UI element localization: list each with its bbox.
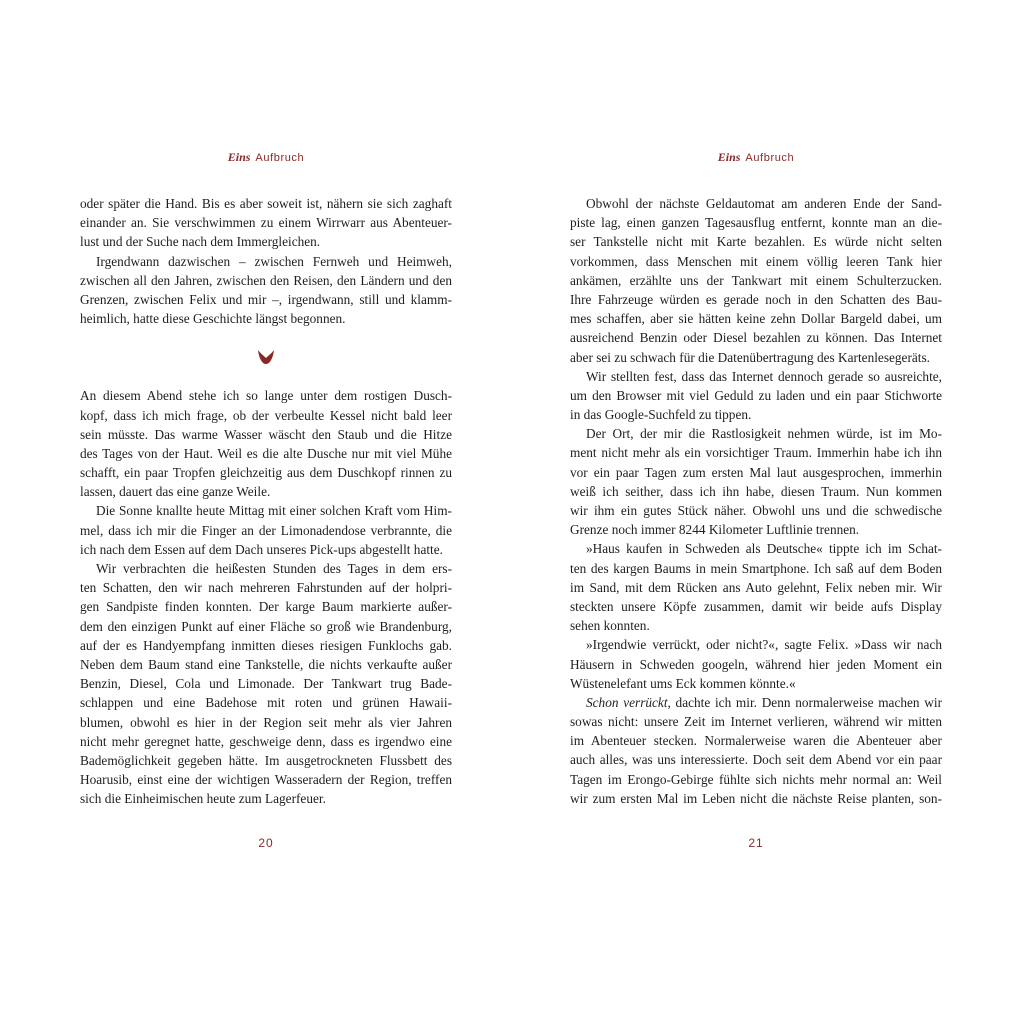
paragraph — [570, 693, 942, 808]
text-line: Bademöglichkeit gegeben hätte. Im ausgetrockneten Flussbett des — [80, 752, 452, 768]
paragraph — [80, 252, 452, 329]
text-line: sich die Einheimischen heute zum Lagerfeuer. — [80, 791, 326, 807]
text-line: gen Sandpiste finden konnten. Der karge Baum markierte außer- — [80, 599, 452, 615]
text-line: auf der es Handyempfang inmitten dieses riesigen Funklochs gab. — [80, 637, 452, 653]
text-line: vorkommen, dass Menschen mit einem völlig leeren Tank hier — [570, 253, 942, 269]
text-line: zwischen all den Jahren, zwischen den Reisen, den Ländern und den — [80, 272, 452, 288]
text-line: mel, dass ich mir die Finger an der Limonadendose verbrannte, die — [80, 522, 452, 538]
text-line: sowas nicht: unsere Zeit im Internet verlieren, während wir mitten — [570, 714, 942, 730]
paragraphs-after-break — [80, 386, 452, 808]
text-line: oder später die Hand. Bis es aber soweit ist, nähern sie sich zaghaft — [80, 196, 452, 211]
text-line: des Tages von der Haut. Weil es die alte Dusche nur mit viel Mühe — [80, 445, 452, 461]
section-break — [80, 328, 452, 386]
text-line: einander an. Sie verschwimmen zu einem Wirrwarr aus Abenteuer- — [80, 215, 452, 231]
text-line: vor ein paar Tagen zum ersten Mal laut ausgesprochen, immerhin — [570, 464, 942, 480]
paragraphs-right — [570, 194, 942, 808]
paragraph — [570, 539, 942, 635]
text-line: Häusern in Schweden googeln, während hier jeden Moment ein — [570, 656, 942, 672]
text-line: steckten unsere Köpfe zusammen, damit wir beide aufs Display — [570, 598, 942, 614]
text-line: lassen, dauert das eine ganze Weile. — [80, 484, 271, 500]
text-line: ausreichend Benzin oder Diesel bezahlen zu können. Das Internet — [570, 330, 942, 346]
text-line: aber sei zu schwach für die Datenübertragung des Kartenlesegeräts. — [570, 349, 930, 365]
running-head-left — [80, 150, 452, 165]
chapter-title: Aufbruch — [745, 152, 795, 164]
text-line: ten Schatten, den wir nach mehreren Fahrstunden auf der holpri- — [80, 580, 452, 596]
text-line: kopf, dass ich mich frage, ob der verbeulte Kessel nicht bald leer — [80, 407, 452, 423]
left-page — [80, 0, 452, 1024]
paragraph — [80, 194, 452, 252]
text-line: Hoarusib, einst eine der wichtigen Wasseradern der Region, treffen — [80, 772, 452, 788]
text-line: Der Ort, der mir die Rastlosigkeit nehmen würde, ist im Mo- — [586, 426, 942, 442]
page-number-left: 20 — [258, 836, 274, 850]
text-line: Neben dem Baum stand eine Tankstelle, die nichts verkaufte außer — [80, 656, 452, 672]
text-line: dem den einzigen Punkt auf einer Fläche so groß wie Brandenburg, — [80, 618, 452, 634]
text-line: um den Browser mit viel Geduld zu laden und ein paar Stichworte — [570, 387, 942, 403]
text-line: Wir verbrachten die heißesten Stunden des Tages in dem ers- — [96, 561, 452, 576]
text-line: »Irgendwie verrückt, oder nicht?«, sagte Felix. »Dass wir nach — [586, 637, 942, 653]
text-line: wir zum ersten Mal im Leben nicht die nächste Reise planten, son- — [570, 790, 942, 806]
text-line: Grenze noch immer 8244 Kilometer Luftlinie trennen. — [570, 522, 860, 538]
text-line: Irgendwann dazwischen – zwischen Fernweh und Heimweh, — [96, 253, 452, 269]
text-line: ser Tankstelle nicht mit Karte bezahlen. Es würde nicht selten — [570, 234, 942, 250]
text-line: An diesem Abend stehe ich so lange unter dem rostigen Dusch- — [80, 388, 452, 404]
paragraph — [570, 194, 942, 367]
text-line: »Haus kaufen in Schweden als Deutsche« tippte ich im Schat- — [586, 541, 942, 557]
text-line: sein müsste. Das warme Wasser wäscht den Staub und die Hitze — [80, 426, 452, 442]
text-line: ten des kargen Baums in mein Smartphone. Ich saß auf dem Boden — [570, 560, 942, 576]
text-line: auch alles, was uns interessierte. Doch seit dem Abend vor ein paar — [570, 752, 942, 768]
paragraph — [80, 386, 452, 501]
text-line: Wir stellten fest, dass das Internet dennoch gerade so ausreichte, — [586, 368, 942, 384]
paragraph — [570, 367, 942, 425]
text-line: piste lag, einen ganzen Tagesausflug entfernt, konnte man an die- — [570, 215, 942, 231]
text-line: Wüstenelefant ums Eck kommen könnte.« — [570, 675, 796, 691]
chapter-number: Eins — [227, 150, 251, 164]
paragraphs-before-break — [80, 194, 452, 328]
tulip-ornament-icon — [257, 349, 275, 365]
text-line: mes schaffen, aber sie hätten keine zehn Dollar Bargeld dabei, um — [570, 311, 942, 327]
emphasized-text: Schon verrückt — [586, 694, 668, 710]
text-line: ment nicht mehr als ein vorsichtiger Traum. Immerhin habe ich ihn — [570, 445, 942, 461]
chapter-title: Aufbruch — [255, 152, 305, 164]
text-line: ich nach dem Essen auf dem Dach unseres Pick-ups abgestellt hatte. — [80, 541, 443, 557]
text-line: heimlich, hatte diese Geschichte längst begonnen. — [80, 311, 346, 327]
text-line: Die Sonne knallte heute Mittag mit einer solchen Kraft vom Him- — [96, 503, 452, 519]
text-line: lust und der Suche nach dem Immergleichen. — [80, 234, 321, 250]
text-line: schafft, ein paar Tropfen gleichzeitig aus dem Duschkopf rinnen zu — [80, 465, 452, 481]
text-line: in das Google-Suchfeld zu tippen. — [570, 407, 752, 423]
text-line: wir ihm ein gutes Stück näher. Obwohl uns und die schwedische — [570, 503, 942, 518]
text-line-rest: , dachte ich mir. Denn normalerweise machen wir — [667, 694, 942, 710]
left-body-text — [80, 194, 452, 808]
text-line: schlappen und eine Badehose mit roten und grünen Hawaii- — [80, 695, 452, 711]
text-line: blumen, obwohl es hier in der Region seit mehr als vier Jahren — [80, 714, 452, 730]
page-number-right: 21 — [748, 836, 764, 850]
paragraph — [570, 635, 942, 693]
paragraph — [80, 501, 452, 559]
paragraph — [570, 424, 942, 539]
text-line: Benzin, Diesel, Cola und Limonade. Der Tankwart trug Bade- — [80, 676, 452, 692]
text-line: sehen konnten. — [570, 618, 650, 634]
right-page — [570, 0, 942, 1024]
text-line: ankämen, erzählte uns der Tankwart mit einem Schulterzucken. — [570, 272, 942, 288]
text-line: weiß ich seither, dass ich ihn habe, diesen Traum. Nun kommen — [570, 483, 942, 499]
text-line: nicht mehr geregnet hatte, geschweige denn, dass es irgendwo eine — [80, 733, 452, 749]
right-body-text — [570, 194, 942, 808]
text-line: Ihre Fahrzeuge würden es gerade noch in den Schatten des Bau- — [570, 291, 942, 307]
text-line: Grenzen, zwischen Felix und mir –, irgendwann, still und klamm- — [80, 291, 452, 307]
chapter-number: Eins — [717, 150, 741, 164]
text-line — [570, 693, 942, 712]
text-line: im Abenteuer stecken. Normalerweise waren die Abenteuer aber — [570, 733, 942, 749]
text-line: Obwohl der nächste Geldautomat am anderen Ende der Sand- — [586, 196, 942, 211]
running-head-right — [570, 150, 942, 165]
text-line: im Sand, mit dem Rücken ans Auto gelehnt, Felix neben mir. Wir — [570, 579, 942, 595]
text-line: Tagen im Erongo-Gebirge fühlte sich nichts mehr normal an: Weil — [570, 771, 942, 787]
paragraph — [80, 559, 452, 808]
